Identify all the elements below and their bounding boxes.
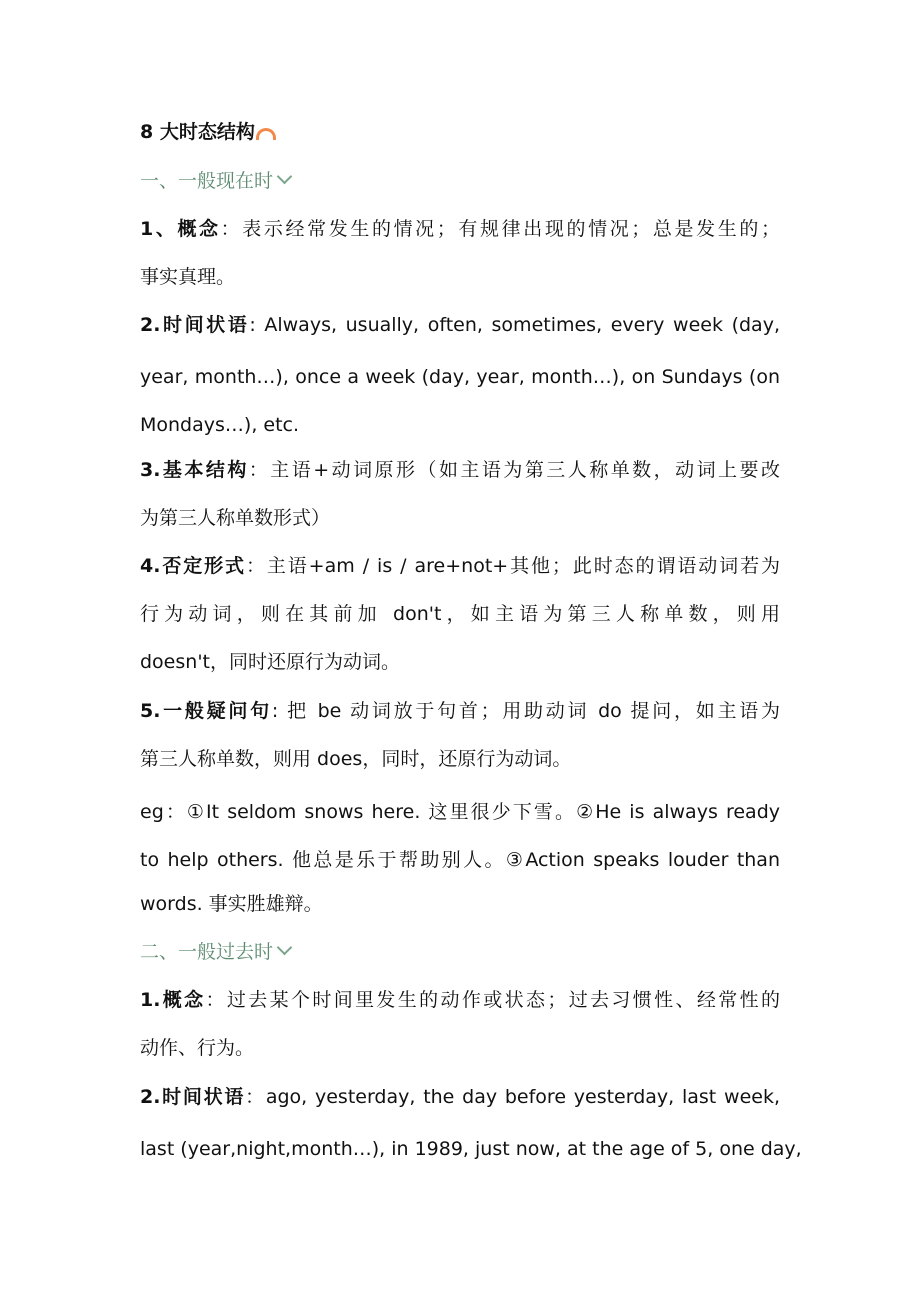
text-line <box>140 988 780 1012</box>
line-text: year, month…), once a week (day, year, month…), on Sundays (on <box>140 366 780 388</box>
title-text: 8 大时态结构 <box>140 121 255 143</box>
text-line <box>140 650 780 674</box>
section-heading <box>140 169 780 193</box>
line-text: : 把 be 动词放于句首；用助动词 do 提问，如主语为 <box>271 700 780 722</box>
term-label: 5.一般疑问句 <box>140 700 272 722</box>
term-label: 4.否定形式 <box>140 555 246 577</box>
text-line <box>140 800 780 824</box>
term-label: 1、概念 <box>140 218 221 240</box>
line-text: 一、一般现在时 <box>140 170 274 192</box>
text-line <box>140 365 780 389</box>
line-text: to help others. 他总是乐于帮助别人。③Action speaks louder than <box>140 849 780 871</box>
line-text: ：表示经常发生的情况；有规律出现的情况；总是发生的； <box>220 218 780 240</box>
arc-icon <box>256 128 276 140</box>
line-text: ：过去某个时间里发生的动作或状态；过去习惯性、经常性的 <box>205 989 780 1011</box>
text-line <box>140 1085 780 1109</box>
line-text: ：主语+动词原形（如主语为第三人称单数，动词上要改 <box>248 459 780 481</box>
text-line <box>140 1137 802 1161</box>
text-line <box>140 892 780 916</box>
section-heading <box>140 940 780 964</box>
line-text: : Always, usually, often, sometimes, every week (day, <box>249 314 780 336</box>
text-line <box>140 458 780 482</box>
line-text: 二、一般过去时 <box>140 941 274 963</box>
line-text: 为第三人称单数形式） <box>140 507 331 529</box>
line-text: ：主语+am / is / are+not+其他；此时态的谓语动词若为 <box>245 555 780 577</box>
text-line <box>140 413 780 437</box>
chevron-down-icon[interactable] <box>277 940 293 956</box>
term-label: 2.时间状语 <box>140 1086 246 1108</box>
text-line <box>140 848 780 872</box>
text-line <box>140 313 780 337</box>
text-line <box>140 506 780 530</box>
line-text: 行为动词，则在其前加 don't，如主语为第三人称单数，则用 <box>140 603 780 625</box>
line-text: last (year,night,month…), in 1989, just now, at the age of 5, one day, <box>140 1138 802 1160</box>
line-text: ：ago, yesterday, the day before yesterday, last week, <box>245 1086 780 1108</box>
term-label: 1.概念 <box>140 989 206 1011</box>
term-label: 2.时间状语 <box>140 314 250 336</box>
text-line <box>140 554 780 578</box>
text-line <box>140 265 780 289</box>
chevron-down-icon[interactable] <box>277 169 293 185</box>
term-label: 3.基本结构 <box>140 459 249 481</box>
line-text: 动作、行为。 <box>140 1037 255 1059</box>
line-text: Mondays…), etc. <box>140 414 300 436</box>
line-text: 第三人称单数，则用 does，同时，还原行为动词。 <box>140 748 572 770</box>
text-line <box>140 602 780 626</box>
text-line <box>140 699 780 723</box>
text-line <box>140 747 780 771</box>
line-text: 事实真理。 <box>140 266 236 288</box>
line-text: words. 事实胜雄辩。 <box>140 893 323 915</box>
line-text: eg：①It seldom snows here. 这里很少下雪。②He is always ready <box>140 801 780 823</box>
page-title <box>140 120 780 144</box>
text-line <box>140 217 780 241</box>
line-text: doesn't，同时还原行为动词。 <box>140 651 400 673</box>
text-line <box>140 1036 780 1060</box>
